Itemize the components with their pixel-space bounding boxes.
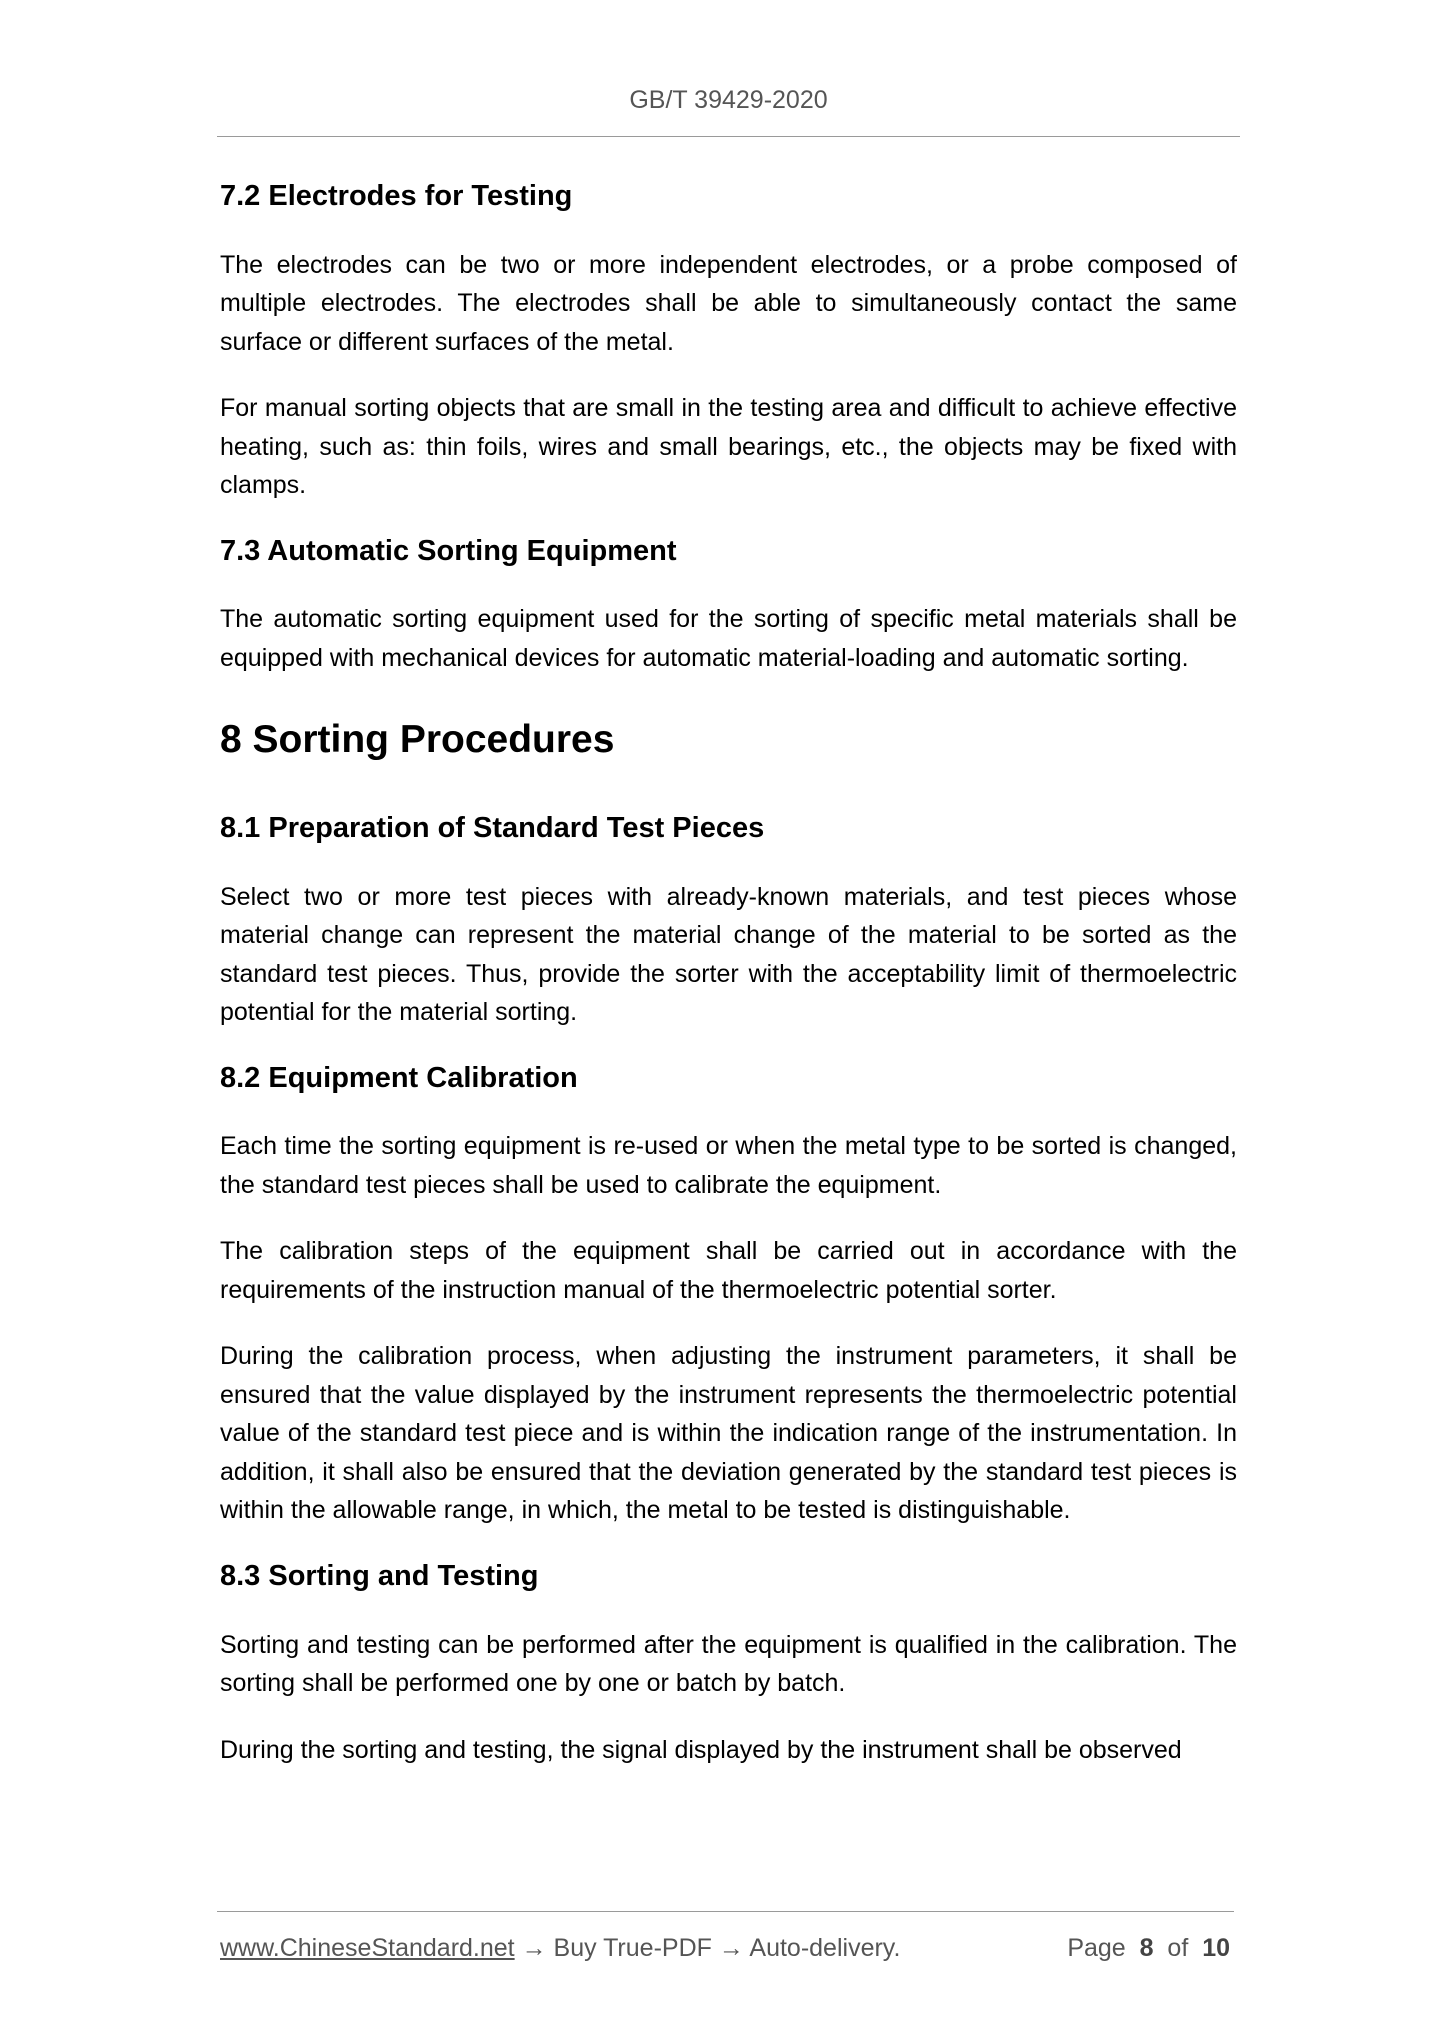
page-header: GB/T 39429-2020 <box>629 86 828 114</box>
section-title-8-2: 8.2 Equipment Calibration <box>220 1061 578 1094</box>
page-indicator <box>1067 1934 1230 1963</box>
paragraph: Sorting and testing can be performed after the equipment is qualified in the calibration. The sorting shall be performed one by one or batch by batch. <box>220 1630 1237 1698</box>
page-footer <box>220 1934 1230 1963</box>
page-current: 8 <box>1139 1934 1154 1962</box>
footer-tagline: → Buy True-PDF → Auto-delivery. <box>514 1934 901 1962</box>
paragraph: The electrodes can be two or more independent electrodes, or a probe composed of multiple electrodes. The electrodes shall be able to simultaneously contact the same surface or different surfaces of the metal. <box>220 250 1237 356</box>
section-title-8-1: 8.1 Preparation of Standard Test Pieces <box>220 812 765 845</box>
paragraph: Select two or more test pieces with already-known materials, and test pieces whose material change can represent the material change of the material to be sorted as the standard test pieces. Thus, provide the sorter with the acceptability limit of thermoelectric potential for the material sorting. <box>220 882 1237 1027</box>
paragraph: For manual sorting objects that are small in the testing area and difficult to achieve effective heating, such as: thin foils, wires and small bearings, etc., the objects may be fixed with clamps. <box>220 394 1237 500</box>
section-title-7-2: 7.2 Electrodes for Testing <box>220 180 573 212</box>
page-total: 10 <box>1202 1934 1230 1962</box>
document-body <box>220 178 1237 1797</box>
site-link[interactable]: www.ChineseStandard.net <box>220 1934 515 1962</box>
page-of: of <box>1167 1934 1189 1962</box>
paragraph: The automatic sorting equipment used for the sorting of specific metal materials shall be equipped with mechanical devices for automatic material-loading and automatic sorting. <box>220 605 1237 672</box>
paragraph: During the calibration process, when adjusting the instrument parameters, it shall be ensured that the value displayed by the instrument represents the thermoelectric potential value of the standard test piece and is within the indication range of the instrumentation. In addition, it shall also be ensured that the deviation generated by the standard test pieces is within the allowable range, in which, the metal to be tested is distinguishable. <box>220 1342 1237 1525</box>
section-title-7-3: 7.3 Automatic Sorting Equipment <box>220 534 677 567</box>
header-divider <box>217 136 1240 137</box>
paragraph: Each time the sorting equipment is re-used or when the metal type to be sorted is changed, the standard test pieces shall be used to calibrate the equipment. <box>220 1132 1237 1199</box>
footer-divider <box>217 1911 1234 1912</box>
paragraph: The calibration steps of the equipment shall be carried out in accordance with the requirements of the instruction manual of the thermoelectric potential sorter. <box>220 1237 1237 1304</box>
page-label: Page <box>1067 1934 1126 1962</box>
paragraph: During the sorting and testing, the signal displayed by the instrument shall be observed <box>220 1735 1182 1764</box>
section-title-8-3: 8.3 Sorting and Testing <box>220 1559 539 1592</box>
chapter-title-8: 8 Sorting Procedures <box>220 718 615 762</box>
